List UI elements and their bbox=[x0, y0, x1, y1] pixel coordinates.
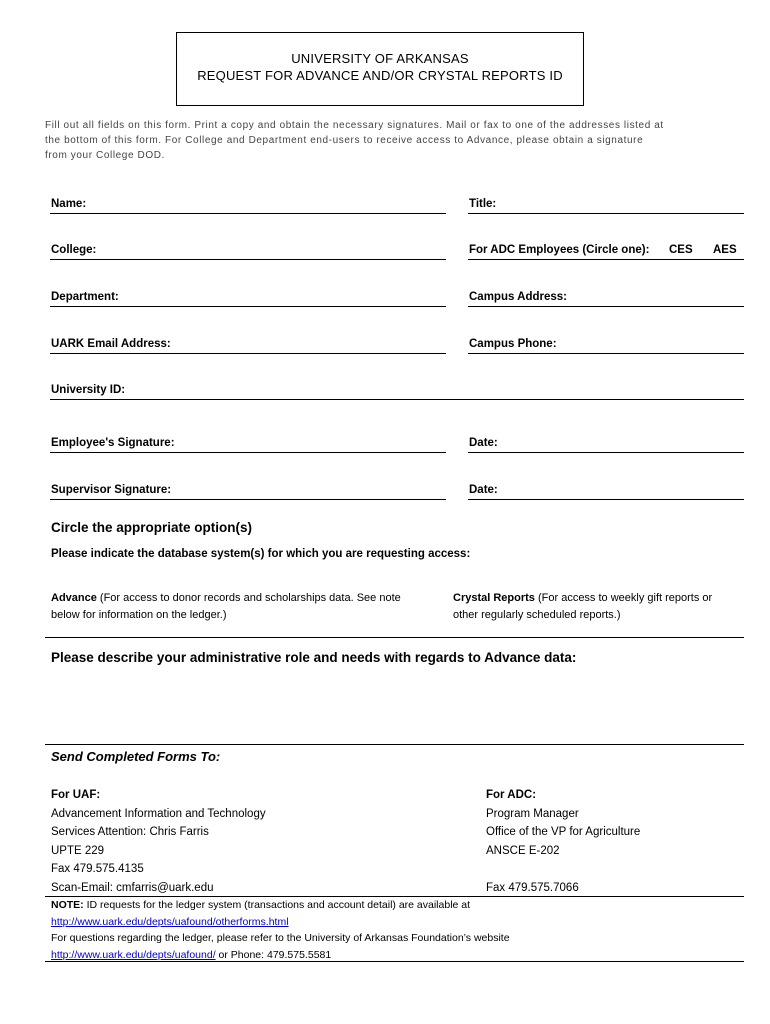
name-field[interactable] bbox=[50, 197, 446, 214]
ledger-note bbox=[51, 897, 741, 963]
form-title: REQUEST FOR ADVANCE AND/OR CRYSTAL REPORTS ID bbox=[197, 68, 563, 83]
instructions-line: Fill out all fields on this form. Print a copy and obtain the necessary signatures. Mail or fax to one of the addresses listed at bbox=[45, 120, 664, 131]
ces-option[interactable]: CES bbox=[669, 244, 693, 256]
adc-label: For ADC Employees (Circle one): bbox=[469, 244, 650, 256]
advance-label: Advance bbox=[51, 592, 97, 604]
university-id-label: University ID: bbox=[51, 384, 126, 396]
title-label: Title: bbox=[469, 198, 497, 210]
advance-description: (For access to donor records and scholarships data. See note bbox=[96, 592, 401, 604]
email-label: UARK Email Address: bbox=[51, 338, 171, 350]
employee-signature-field[interactable] bbox=[50, 436, 446, 453]
send-heading: Send Completed Forms To: bbox=[51, 749, 221, 764]
employee-signature-label: Employee's Signature: bbox=[51, 437, 175, 449]
divider bbox=[45, 744, 744, 745]
address-line: Fax 479.575.7066 bbox=[486, 881, 579, 894]
describe-heading: Please describe your administrative role and needs with regards to Advance data: bbox=[51, 650, 577, 665]
campus-address-label: Campus Address: bbox=[469, 291, 567, 303]
address-line: Fax 479.575.4135 bbox=[51, 863, 144, 875]
college-label: College: bbox=[51, 244, 97, 256]
title-field[interactable] bbox=[468, 197, 744, 214]
advance-description: below for information on the ledger.) bbox=[51, 609, 227, 621]
note-text: ID requests for the ledger system (transactions and account detail) are available at bbox=[83, 899, 471, 911]
instructions bbox=[45, 118, 735, 163]
address-line: Services Attention: Chris Farris bbox=[51, 826, 209, 838]
form-title-box bbox=[176, 32, 584, 106]
employee-date-field[interactable] bbox=[468, 436, 744, 453]
department-field[interactable] bbox=[50, 290, 446, 307]
campus-phone-label: Campus Phone: bbox=[469, 338, 557, 350]
supervisor-date-field[interactable] bbox=[468, 483, 744, 500]
supervisor-signature-label: Supervisor Signature: bbox=[51, 484, 172, 496]
divider bbox=[45, 637, 744, 638]
database-question: Please indicate the database system(s) for which you are requesting access: bbox=[51, 548, 471, 560]
crystal-reports-description: (For access to weekly gift reports or bbox=[534, 592, 713, 604]
address-line: Program Manager bbox=[486, 807, 579, 820]
foundation-website-link[interactable]: http://www.uark.edu/depts/uafound/ bbox=[51, 948, 216, 961]
role-description-area[interactable] bbox=[51, 672, 744, 742]
address-line: Advancement Information and Technology bbox=[51, 807, 266, 820]
options-heading: Circle the appropriate option(s) bbox=[51, 520, 253, 535]
address-line: UPTE 229 bbox=[51, 844, 105, 857]
aes-option[interactable]: AES bbox=[713, 244, 737, 256]
address-line: ANSCE E-202 bbox=[486, 844, 560, 857]
crystal-reports-label: Crystal Reports bbox=[453, 592, 535, 604]
note-label: NOTE: bbox=[51, 899, 84, 911]
college-field[interactable] bbox=[50, 243, 446, 260]
name-label: Name: bbox=[51, 198, 87, 210]
department-label: Department: bbox=[51, 291, 119, 303]
uaf-address bbox=[51, 786, 266, 897]
adc-address bbox=[486, 786, 640, 897]
adc-employee-field[interactable] bbox=[468, 243, 744, 260]
crystal-reports-description: other regularly scheduled reports.) bbox=[453, 609, 621, 621]
divider bbox=[45, 961, 744, 962]
date-label: Date: bbox=[469, 437, 498, 449]
note-phone: or Phone: 479.575.5581 bbox=[215, 948, 332, 961]
adc-title: For ADC: bbox=[486, 789, 537, 801]
university-id-field[interactable] bbox=[50, 383, 744, 400]
instructions-line: the bottom of this form. For College and Department end-users to receive access to Advance, please obtain a signature bbox=[45, 135, 644, 146]
campus-address-field[interactable] bbox=[468, 290, 744, 307]
other-forms-link[interactable]: http://www.uark.edu/depts/uafound/otherforms.html bbox=[51, 915, 289, 928]
university-title: UNIVERSITY OF ARKANSAS bbox=[291, 51, 469, 66]
date-label: Date: bbox=[469, 484, 498, 496]
address-line: Scan-Email: cmfarris@uark.edu bbox=[51, 881, 214, 894]
supervisor-signature-field[interactable] bbox=[50, 483, 446, 500]
advance-option[interactable] bbox=[51, 590, 431, 624]
campus-phone-field[interactable] bbox=[468, 337, 744, 354]
email-field[interactable] bbox=[50, 337, 446, 354]
address-line: Office of the VP for Agriculture bbox=[486, 826, 641, 838]
note-text: For questions regarding the ledger, please refer to the University of Arkansas Foundation’s website bbox=[51, 932, 510, 944]
uaf-title: For UAF: bbox=[51, 789, 101, 801]
instructions-line: from your College DOD. bbox=[45, 150, 165, 161]
crystal-reports-option[interactable] bbox=[453, 590, 753, 624]
